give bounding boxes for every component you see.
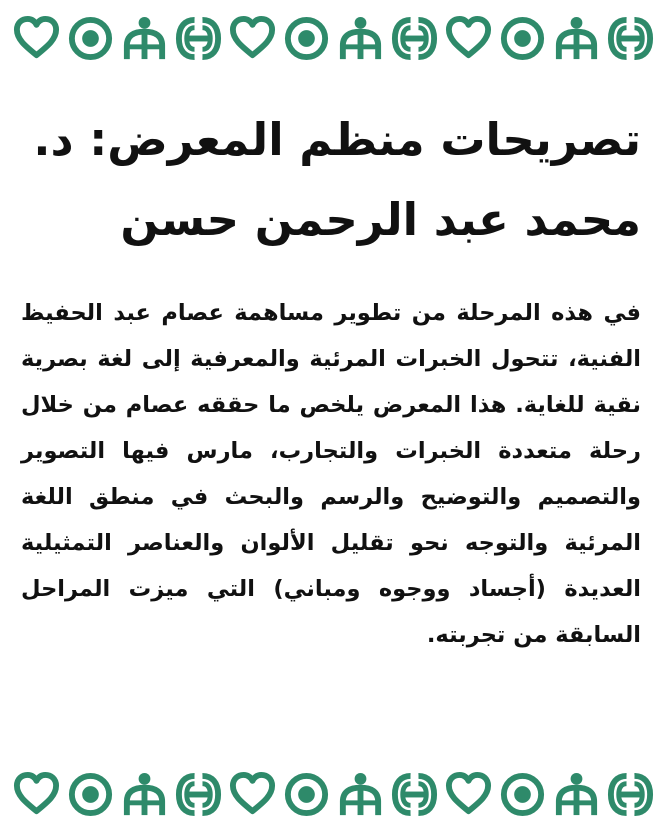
figure-icon	[336, 14, 385, 63]
heart-icon	[12, 14, 61, 63]
heart-icon	[228, 14, 277, 63]
heart-icon	[444, 770, 493, 819]
knot-icon	[390, 14, 439, 63]
bottom-pattern-border	[0, 770, 667, 820]
knot-icon	[174, 14, 223, 63]
article-title: تصريحات منظم المعرض: د. محمد عبد الرحمن حسن	[33, 113, 641, 246]
target-icon	[498, 14, 547, 63]
target-icon	[282, 14, 331, 63]
knot-icon	[390, 770, 439, 819]
knot-icon	[174, 770, 223, 819]
target-icon	[498, 770, 547, 819]
top-pattern-border	[0, 14, 667, 64]
figure-icon	[120, 14, 169, 63]
knot-icon	[606, 770, 655, 819]
article-body: في هذه المرحلة من تطوير مساهمة عصام عبد الحفيظ الفنية، تتحول الخبرات المرئية والمعرفية إلى لغة بصرية نقية للغاية. هذا المعرض يلخص ما حققه عصام من خلال رحلة متعددة الخبرات والتجارب، مارس فيها التصوير والتصميم والتوضيح والرسم والبحث في منطق اللغة المرئية والتوجه نحو تقليل الألوان والعناصر التمثيلية العديدة (أجساد ووجوه ومباني) التي ميزت المراحل السابقة من تجربته.	[21, 300, 641, 648]
knot-icon	[606, 14, 655, 63]
heart-icon	[228, 770, 277, 819]
target-icon	[66, 770, 115, 819]
figure-icon	[552, 770, 601, 819]
heart-icon	[444, 14, 493, 63]
figure-icon	[552, 14, 601, 63]
figure-icon	[120, 770, 169, 819]
target-icon	[282, 770, 331, 819]
target-icon	[66, 14, 115, 63]
heart-icon	[12, 770, 61, 819]
figure-icon	[336, 770, 385, 819]
